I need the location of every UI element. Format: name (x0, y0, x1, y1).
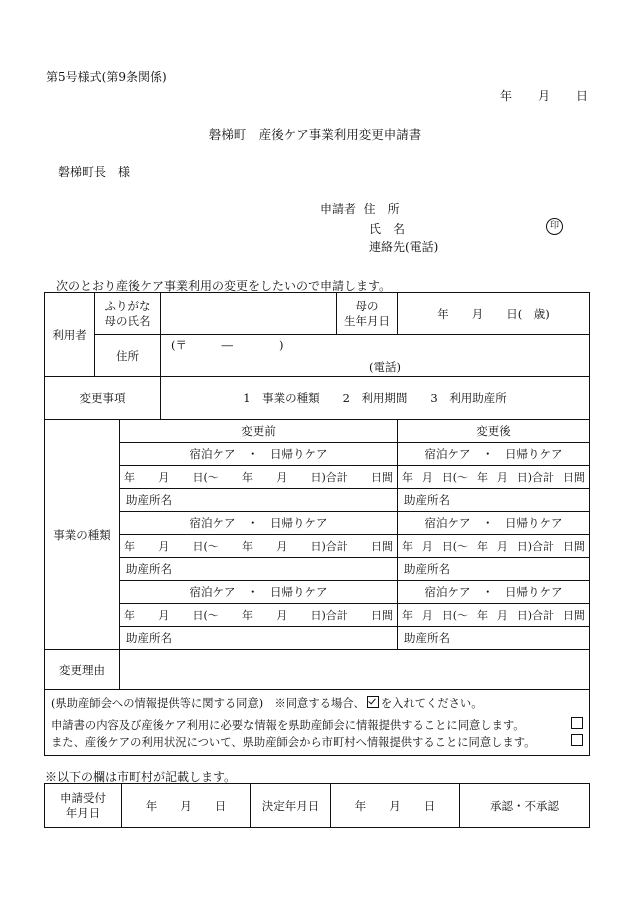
date-month-label: 月 (538, 89, 551, 103)
period-month: 月 (276, 609, 288, 622)
applicant-contact-label: 連絡先(電話) (369, 240, 439, 254)
birthdate-field[interactable]: 年 月 日( 歳) (398, 293, 590, 335)
change-items-options[interactable]: 1 事業の種類 2 利用期間 3 利用助産所 (161, 377, 590, 420)
period-year: 年 (124, 609, 135, 622)
period-year: 年 (242, 471, 253, 484)
period-day-from: 日(〜 (192, 609, 219, 622)
intro-text: 次のとおり産後ケア事業利用の変更をしたいので申請します。 (56, 279, 392, 293)
period-month: 月 (158, 609, 170, 622)
birthdate-label (337, 293, 398, 335)
period-day-from: 日(〜 (441, 471, 469, 484)
phone-label: (電話) (369, 360, 401, 374)
period-before[interactable] (120, 466, 398, 489)
period-year: 年 (402, 471, 413, 484)
period-year: 年 (476, 609, 488, 622)
consent-heading-suffix: を入れてください。 (380, 697, 483, 710)
period-after[interactable] (398, 466, 590, 489)
period-year: 年 (124, 471, 135, 484)
consent-line-1-text: 申請書の内容及び産後ケア利用に必要な情報を県助産師会に情報提供することに同意します。 (51, 719, 525, 732)
applicant-block (320, 200, 400, 217)
applicant-name-label: 氏 名 (369, 222, 406, 236)
period-days: 日間 (562, 540, 585, 553)
decision-date-field[interactable]: 年 月 日 (331, 784, 460, 828)
clinic-after[interactable]: 助産所名 (398, 627, 590, 650)
period-month: 月 (276, 540, 288, 553)
date-day-label: 日 (576, 89, 589, 103)
period-month: 月 (496, 609, 508, 622)
checkmark-icon (367, 696, 379, 708)
application-table (44, 292, 590, 756)
period-day-total: 日)合計 (516, 609, 555, 622)
period-day-from: 日(〜 (441, 609, 469, 622)
user-section-label: 利用者 (45, 293, 95, 377)
period-day-total: 日)合計 (516, 471, 555, 484)
period-month: 月 (496, 471, 508, 484)
period-year: 年 (242, 609, 253, 622)
period-days: 日間 (371, 609, 393, 622)
furigana-label-line1: ふりがな (104, 298, 151, 313)
period-days: 日間 (371, 471, 393, 484)
birthdate-label-line1: 母の (355, 298, 379, 313)
consent-line-1 (45, 717, 589, 734)
consent-line-2-text: また、産後ケアの利用状況について、県助産師会から市町村へ情報提供することに同意します。 (51, 736, 536, 749)
period-year: 年 (242, 540, 253, 553)
care-type-after[interactable]: 宿泊ケア ・ 日帰りケア (398, 512, 590, 535)
care-type-before[interactable]: 宿泊ケア ・ 日帰りケア (120, 581, 398, 604)
change-items-label: 変更事項 (45, 377, 161, 420)
date-year-label: 年 (500, 89, 513, 103)
period-month: 月 (496, 540, 508, 553)
period-year: 年 (402, 540, 413, 553)
period-month: 月 (421, 471, 433, 484)
clinic-before[interactable]: 助産所名 (120, 627, 398, 650)
period-days: 日間 (371, 540, 393, 553)
reason-field[interactable] (120, 650, 590, 690)
approval-result[interactable]: 承認・不承認 (460, 784, 590, 828)
consent-2-checkbox[interactable] (571, 734, 583, 746)
birthdate-label-line2: 生年月日 (344, 313, 390, 328)
received-label-line1: 申請受付 (60, 790, 106, 805)
period-days: 日間 (562, 609, 585, 622)
decision-date-label: 決定年月日 (251, 784, 331, 828)
mother-name-field[interactable] (161, 293, 337, 335)
period-days: 日間 (562, 471, 585, 484)
address-field[interactable] (161, 335, 590, 377)
consent-section (45, 690, 590, 756)
period-month: 月 (158, 540, 170, 553)
period-year: 年 (124, 540, 135, 553)
office-use-table (44, 783, 590, 828)
period-day-total: 日)合計 (310, 471, 348, 484)
period-day-from: 日(〜 (192, 540, 219, 553)
care-type-before[interactable]: 宿泊ケア ・ 日帰りケア (120, 443, 398, 466)
service-type-label: 事業の種類 (45, 420, 120, 650)
care-type-after[interactable]: 宿泊ケア ・ 日帰りケア (398, 581, 590, 604)
period-after[interactable] (398, 604, 590, 627)
submission-date (500, 87, 588, 104)
consent-heading (45, 695, 589, 713)
consent-heading-text: (県助産師会への情報提供等に関する同意) ※同意する場合、 (51, 697, 365, 710)
period-month: 月 (158, 471, 170, 484)
period-before[interactable] (120, 535, 398, 558)
period-day-from: 日(〜 (441, 540, 469, 553)
after-header: 変更後 (398, 420, 590, 443)
period-day-total: 日)合計 (310, 609, 348, 622)
received-date-label (45, 784, 122, 828)
consent-1-checkbox[interactable] (571, 717, 583, 729)
received-label-line2: 年月日 (65, 805, 101, 820)
seal-icon: 印 (546, 218, 563, 235)
clinic-before[interactable]: 助産所名 (120, 489, 398, 512)
period-day-from: 日(〜 (192, 471, 219, 484)
applicant-label: 申請者 (320, 202, 357, 216)
period-month: 月 (421, 609, 433, 622)
period-month: 月 (276, 471, 288, 484)
reason-label: 変更理由 (45, 650, 120, 690)
care-type-after[interactable]: 宿泊ケア ・ 日帰りケア (398, 443, 590, 466)
footnote: ※以下の欄は市町村が記載します。 (45, 770, 237, 784)
period-before[interactable] (120, 604, 398, 627)
document-title: 磐梯町 産後ケア事業利用変更申請書 (208, 127, 422, 142)
applicant-address-label: 住 所 (363, 202, 400, 216)
addressee: 磐梯町長 様 (58, 165, 131, 179)
before-header: 変更前 (120, 420, 398, 443)
furigana-label (95, 293, 161, 335)
period-year: 年 (476, 540, 488, 553)
period-year: 年 (476, 471, 488, 484)
address-label: 住所 (95, 335, 161, 377)
form-number: 第5号様式(第9条関係) (46, 70, 167, 84)
period-day-total: 日)合計 (310, 540, 348, 553)
period-year: 年 (402, 609, 413, 622)
period-day-total: 日)合計 (516, 540, 555, 553)
period-after[interactable] (398, 535, 590, 558)
clinic-after[interactable]: 助産所名 (398, 558, 590, 581)
furigana-label-line2: 母の氏名 (104, 313, 151, 328)
postal-code-field: (〒 ― ) (171, 338, 284, 352)
received-date-field[interactable]: 年 月 日 (122, 784, 251, 828)
period-month: 月 (421, 540, 433, 553)
consent-line-2 (45, 734, 589, 751)
clinic-after[interactable]: 助産所名 (398, 489, 590, 512)
clinic-before[interactable]: 助産所名 (120, 558, 398, 581)
care-type-before[interactable]: 宿泊ケア ・ 日帰りケア (120, 512, 398, 535)
